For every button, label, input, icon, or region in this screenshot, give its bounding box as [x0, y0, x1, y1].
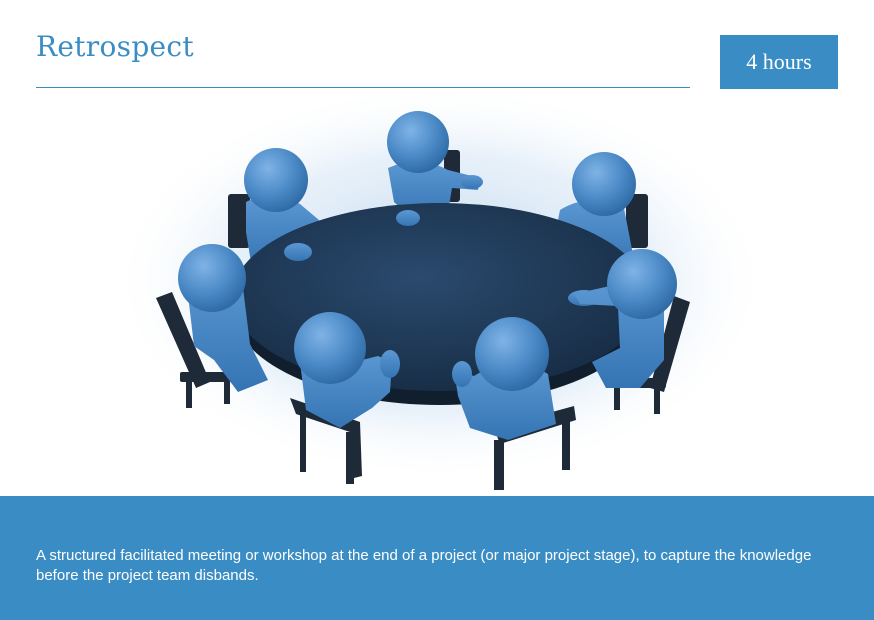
description-panel: [0, 496, 874, 620]
description-text: A structured facilitated meeting or workshop at the end of a project (or major project stage), to capture the knowledge before the project team disbands.: [36, 547, 812, 584]
meeting-illustration-svg: [0, 92, 874, 496]
title-divider: [36, 87, 690, 88]
duration-badge: 4 hours: [720, 35, 838, 89]
page-title: Retrospect: [36, 30, 194, 63]
meeting-table-illustration: [0, 92, 874, 496]
